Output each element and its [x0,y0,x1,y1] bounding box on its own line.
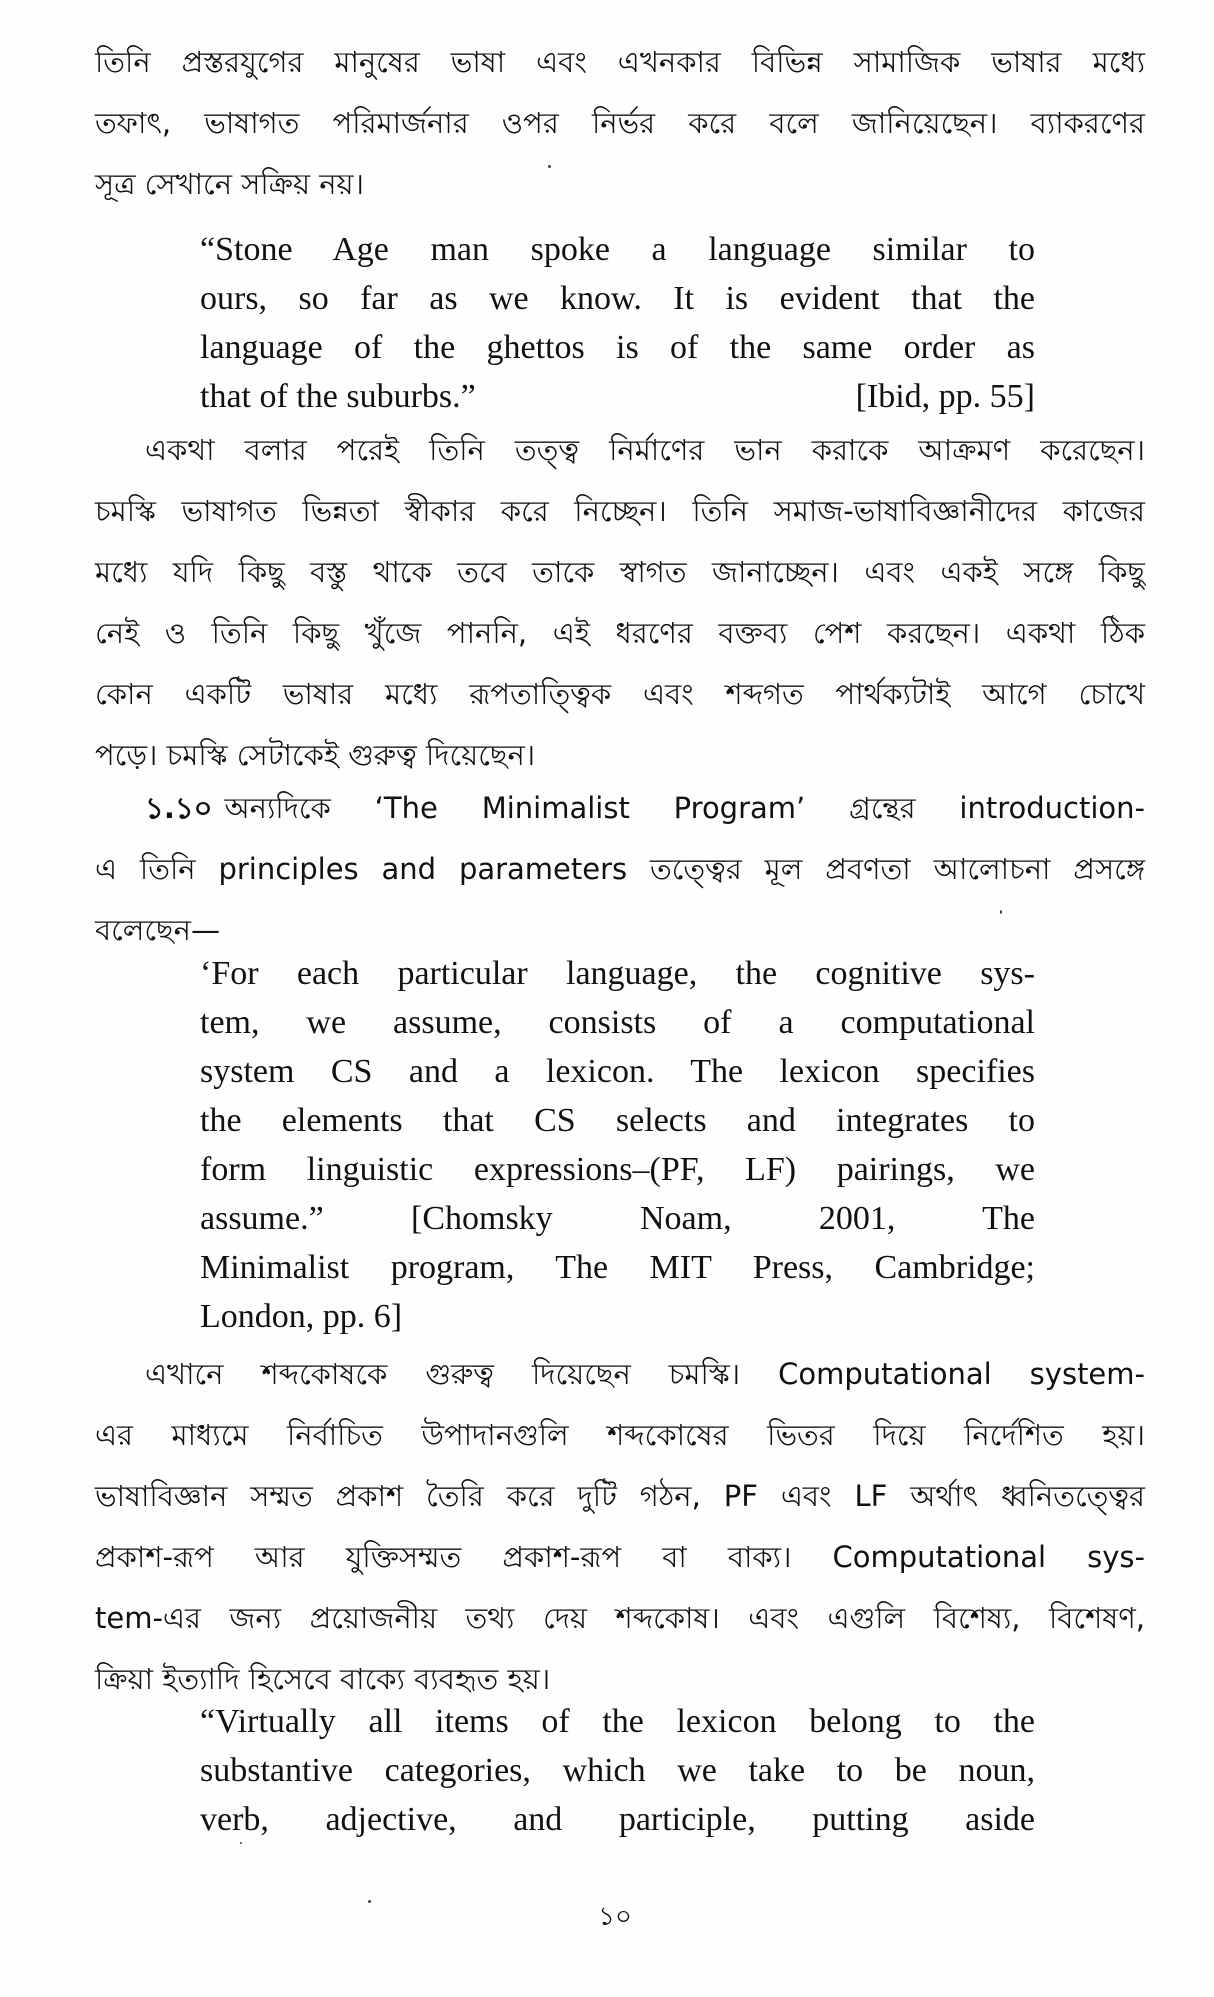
text-line: tem-এর জন্য প্রয়োজনীয় তথ্য দেয় শব্দকোষ। এবং এগুলি বিশেষ্য, বিশেষণ, [95,1601,1145,1635]
text-line: এ তিনি principles and parameters তত্ত্বের মূল প্রবণতা আলোচনা প্রসঙ্গে [95,852,1145,886]
quote-line: verb, adjective, and participle, putting aside [200,1801,1035,1838]
quote-last-text: that of the suburbs.” [200,378,476,415]
quote-line: ‘For each particular language, the cognitive sys- [200,955,1035,992]
section-number: ১.১০ [145,791,213,825]
text-line: চমস্কি ভাষাগত ভিন্নতা স্বীকার করে নিচ্ছেন। তিনি সমাজ-ভাষাবিজ্ঞানীদের কাজের [95,494,1145,528]
section-heading-line [145,786,1145,830]
quote-line: London, pp. 6] [200,1298,403,1335]
quote-line: the elements that CS selects and integrates to [200,1102,1035,1139]
text-line: বলেছেন— [95,913,220,947]
quote-line: substantive categories, which we take to be noun, [200,1752,1035,1789]
quote-line: assume.” [Chomsky Noam, 2001, The [200,1200,1035,1237]
text-line: প্রকাশ-রূপ আর যুক্তিসম্মত প্রকাশ-রূপ বা বাক্য। Computational sys- [95,1540,1145,1574]
quote-line: tem, we assume, consists of a computational [200,1004,1035,1041]
quote-line: Minimalist program, The MIT Press, Cambridge; [200,1249,1035,1286]
quote-line: ours, so far as we know. It is evident that the [200,280,1035,317]
citation: [Ibid, pp. 55] [855,378,1035,415]
page-number: ১০ [598,1902,632,1932]
text-line: মধ্যে যদি কিছু বস্তু থাকে তবে তাকে স্বাগত জানাচ্ছেন। এবং একই সঙ্গে কিছু [95,555,1145,589]
text-line: একথা বলার পরেই তিনি তত্ত্ব নির্মাণের ভান করাকে আক্রমণ করেছেন। [145,433,1145,467]
scan-speck [548,165,551,168]
quote-line: form linguistic expressions–(PF, LF) pairings, we [200,1151,1035,1188]
quote-line [200,375,1035,419]
text-line: ভাষাবিজ্ঞান সম্মত প্রকাশ তৈরি করে দুটি গঠন, PF এবং LF অর্থাৎ ধ্বনিতত্ত্বের [95,1479,1145,1513]
text-line: নেই ও তিনি কিছু খুঁজে পাননি, এই ধরণের বক্তব্য পেশ করছেন। একথা ঠিক [95,616,1145,650]
scan-speck [1000,910,1002,914]
text-line: তিনি প্রস্তরযুগের মানুষের ভাষা এবং এখনকার বিভিন্ন সামাজিক ভাষার মধ্যে [95,45,1145,79]
text-line: ক্রিয়া ইত্যাদি হিসেবে বাক্যে ব্যবহৃত হয়। [95,1662,551,1696]
text-line: পড়ে। চমস্কি সেটাকেই গুরুত্ব দিয়েছেন। [95,738,536,772]
quote-line: language of the ghettos is of the same order as [200,329,1035,366]
text-line: তফাৎ, ভাষাগত পরিমার্জনার ওপর নির্ভর করে বলে জানিয়েছেন। ব্যাকরণের [95,106,1145,140]
text-line: কোন একটি ভাষার মধ্যে রূপতাত্ত্বিক এবং শব্দগত পার্থক্যটাই আগে চোখে [95,677,1145,711]
quote-line: system CS and a lexicon. The lexicon specifies [200,1053,1035,1090]
scan-speck [240,1842,242,1844]
text-line: এখানে শব্দকোষকে গুরুত্ব দিয়েছেন চমস্কি। Computational system- [145,1357,1145,1391]
quote-line: “Virtually all items of the lexicon belong to the [200,1703,1035,1740]
scan-speck [368,1900,371,1903]
text-line: এর মাধ্যমে নির্বাচিত উপাদানগুলি শব্দকোষের ভিতর দিয়ে নির্দেশিত হয়। [95,1418,1145,1452]
section-text: অন্যদিকে ‘The Minimalist Program’ গ্রন্থের introduction- [224,791,1145,825]
quote-line: “Stone Age man spoke a language similar to [200,231,1035,268]
text-line: সূত্র সেখানে সক্রিয় নয়। [95,167,365,201]
